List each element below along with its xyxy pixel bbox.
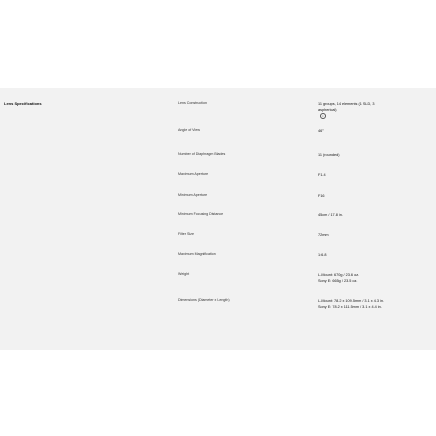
spec-value-line: F16	[318, 194, 325, 198]
spec-label: Filter Size	[178, 232, 194, 236]
spec-value	[318, 193, 430, 199]
spec-value	[318, 101, 430, 119]
section-title: Lens Specifications	[4, 101, 42, 106]
spec-label: Maximum Aperture	[178, 172, 209, 176]
spec-value	[318, 128, 430, 134]
spec-value-line: 1:6.8	[318, 253, 327, 257]
spec-label: Number of Diaphragm Blades	[178, 152, 226, 156]
spec-label: Lens Construction	[178, 101, 207, 105]
spec-label: Minimum Aperture	[178, 193, 208, 197]
spec-label: Angle of View	[178, 128, 200, 132]
spec-value	[318, 172, 430, 178]
spec-value-line: L-Mount: 670g / 23.6 oz.	[318, 273, 360, 277]
spec-value-line: F1.4	[318, 173, 326, 177]
specifications-panel	[0, 88, 436, 350]
spec-value-line-2: aspherical) i	[318, 108, 337, 118]
spec-label: Weight	[178, 272, 190, 276]
spec-value	[318, 252, 430, 258]
spec-value-line: Sony E: 78.2 x 111.5mm / 3.1 x 4.4 in.	[318, 305, 382, 309]
spec-value	[318, 232, 430, 238]
spec-label: Dimensions (Diameter x Length)	[178, 298, 230, 302]
info-icon[interactable]: i	[320, 113, 326, 119]
spec-value	[318, 212, 430, 218]
spec-label: Minimum Focusing Distance	[178, 212, 224, 216]
spec-value	[318, 152, 430, 158]
spec-value-line: L-Mount: 78.2 x 109.5mm / 3.1 x 4.3 in.	[318, 299, 385, 303]
spec-value	[318, 272, 430, 284]
spec-value-line: 11 groups, 14 elements (1 SLD, 3	[318, 102, 375, 106]
spec-label: Maximum Magnification	[178, 252, 216, 256]
spec-value-line: 46°	[318, 129, 324, 133]
spec-value	[318, 298, 430, 310]
spec-value-line: 72mm	[318, 233, 329, 237]
spec-value-line: 11 (rounded)	[318, 153, 340, 157]
spec-value-line: 45cm / 17.8 in.	[318, 213, 343, 217]
spec-value-line: Sony E: 665g / 23.5 oz.	[318, 279, 358, 283]
